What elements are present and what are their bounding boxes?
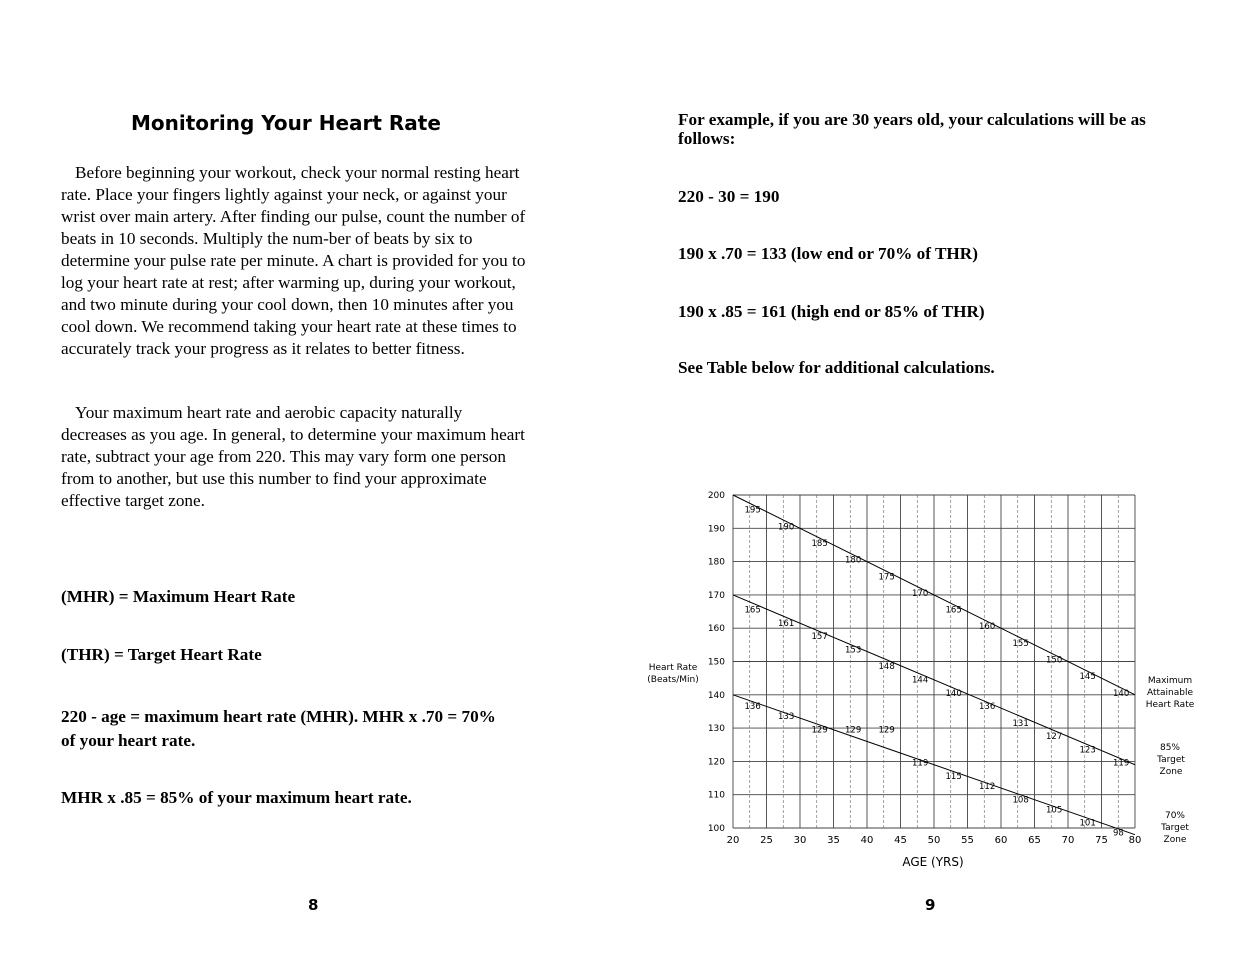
x-axis-label: AGE (YRS) (902, 855, 964, 869)
data-label: 165 (945, 605, 962, 616)
zone70-label-line: Target (1161, 823, 1189, 833)
data-label: 180 (845, 555, 862, 566)
data-label: 129 (811, 725, 828, 736)
data-label: 131 (1012, 718, 1029, 729)
zone85-label-line: Zone (1159, 767, 1183, 777)
y-tick-label: 150 (707, 657, 725, 668)
data-label: 190 (778, 522, 795, 533)
calc-low-end: 190 x .70 = 133 (low end or 70% of THR) (678, 244, 978, 263)
y-tick-label: 180 (707, 557, 725, 568)
data-label: 140 (945, 688, 962, 699)
zone85-label-line: Target (1157, 755, 1185, 765)
data-label: 129 (878, 725, 895, 736)
y-tick-label: 170 (707, 590, 725, 601)
y-tick-label: 160 (707, 624, 725, 635)
data-label: 144 (912, 675, 929, 686)
data-label: 185 (811, 538, 828, 549)
data-label: 153 (845, 645, 862, 656)
y-tick-label: 200 (707, 491, 725, 501)
y-axis-label-line: (Beats/Min) (647, 675, 699, 685)
target-formula: MHR x .85 = 85% of your maximum heart rate. (61, 788, 412, 807)
x-tick-label: 70 (1061, 835, 1075, 846)
data-label: 148 (878, 662, 895, 673)
data-label: 127 (1046, 732, 1063, 743)
x-tick-label: 40 (860, 835, 874, 846)
data-label: 129 (845, 725, 862, 736)
data-label: 136 (979, 702, 996, 713)
data-label: 98 (1113, 828, 1124, 839)
x-tick-label: 75 (1095, 835, 1108, 846)
maximum-heart-rate-paragraph: Your maximum heart rate and aerobic capacity naturally decreases as you age. In general, to determine your maximum heart rate, subtract your age from 220. This may vary form one person from to another, but use this number to find your approximate effective target zone. (61, 403, 525, 510)
resting-heart-rate-paragraph: Before beginning your workout, check your normal resting heart rate. Place your fingers lightly against your neck, or against your wrist over main artery. After finding our pulse, count the number of beats in 10 seconds. Multiply the num-ber of beats by six to determine your pulse rate per minute. A chart is provided for you to log your heart rate at rest; after warming up, during your workout, and two minute during your cool down, then 10 minutes after you cool down. We recommend taking your heart rate at these times to accurately track your progress as it relates to better fitness. (61, 163, 526, 358)
zone70-label-line: Zone (1163, 835, 1187, 845)
y-tick-label: 120 (707, 757, 725, 768)
example-intro: For example, if you are 30 years old, your calculations will be as follows: (678, 110, 1146, 148)
data-label: 165 (744, 605, 761, 616)
data-label: 119 (912, 758, 929, 769)
data-label: 157 (811, 632, 828, 643)
data-label: 161 (778, 618, 795, 629)
data-label: 123 (1079, 745, 1096, 756)
data-label: 112 (979, 782, 996, 793)
zone85-label-line: 85% (1159, 743, 1181, 753)
page-number-right: 9 (925, 896, 936, 914)
data-label: 115 (945, 772, 962, 783)
max-rate-label-line: Maximum (1147, 676, 1193, 686)
x-tick-label: 50 (927, 835, 941, 846)
heart-rate-chart (640, 480, 1210, 880)
max-rate-label-line: Attainable (1146, 688, 1194, 698)
y-tick-label: 130 (707, 724, 725, 735)
data-label: 155 (1012, 638, 1029, 649)
data-label: 133 (778, 712, 795, 723)
x-tick-label: 65 (1028, 835, 1041, 846)
thr-definition: (THR) = Target Heart Rate (61, 645, 262, 664)
page-title: Monitoring Your Heart Rate (131, 111, 441, 135)
data-label: 108 (1012, 795, 1029, 806)
data-label: 140 (1113, 688, 1130, 699)
y-axis-label-line: Heart Rate (648, 663, 698, 673)
calc-max-heart-rate: 220 - 30 = 190 (678, 187, 780, 206)
data-label: 175 (878, 572, 895, 583)
data-label: 195 (744, 505, 761, 516)
mhr-formula: 220 - age = maximum heart rate (MHR). MHR x .70 = 70% of your heart rate. (61, 707, 496, 750)
left-page (0, 0, 600, 954)
see-table-note: See Table below for additional calculations. (678, 358, 995, 377)
y-tick-label: 110 (707, 790, 725, 801)
data-label: 160 (979, 622, 996, 633)
x-tick-label: 80 (1128, 835, 1142, 846)
max-rate-label-line: Heart Rate (1145, 700, 1195, 710)
x-tick-label: 25 (760, 835, 773, 846)
data-label: 136 (744, 702, 761, 713)
data-label: 150 (1046, 655, 1063, 666)
y-tick-label: 190 (707, 524, 725, 535)
y-tick-label: 140 (707, 690, 725, 701)
data-label: 170 (912, 588, 929, 599)
x-tick-label: 55 (961, 835, 974, 846)
x-tick-label: 45 (894, 835, 907, 846)
mhr-definition: (MHR) = Maximum Heart Rate (61, 587, 296, 606)
y-tick-label: 100 (707, 824, 725, 834)
data-label: 145 (1079, 672, 1096, 683)
x-tick-label: 60 (994, 835, 1008, 846)
data-label: 101 (1079, 818, 1096, 829)
calc-high-end: 190 x .85 = 161 (high end or 85% of THR) (678, 302, 985, 321)
data-label: 119 (1113, 758, 1130, 769)
data-label: 105 (1046, 805, 1063, 816)
x-tick-label: 35 (827, 835, 840, 846)
zone70-label-line: 70% (1164, 811, 1186, 821)
page-number-left: 8 (308, 896, 319, 914)
x-tick-label: 30 (793, 835, 807, 846)
x-tick-label: 20 (726, 835, 740, 846)
